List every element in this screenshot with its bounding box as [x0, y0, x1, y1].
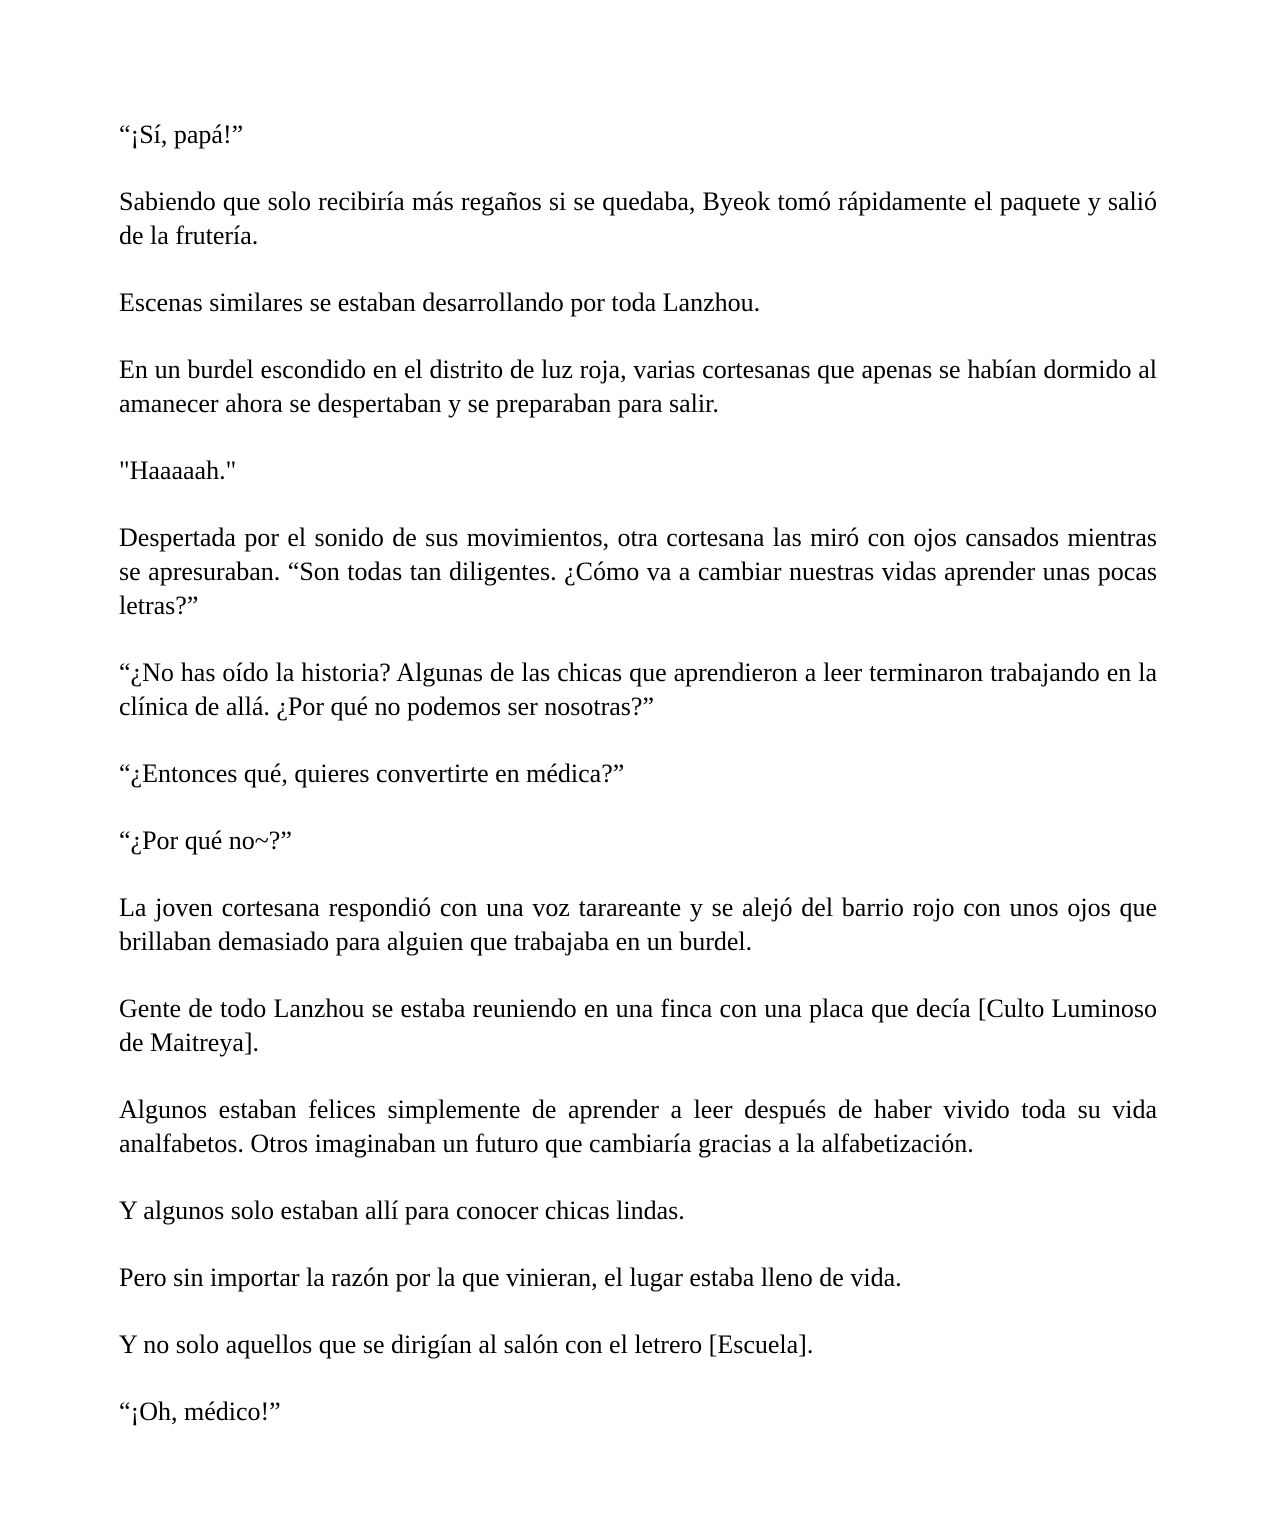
paragraph-7: “¿No has oído la historia? Algunas de las chicas que aprendieron a leer terminaron trabajando en la clínica de allá. ¿Por qué no podemos ser nosotras?”	[119, 658, 1157, 721]
paragraph-4: En un burdel escondido en el distrito de luz roja, varias cortesanas que apenas se habían dormido al amanecer ahora se despertaban y se preparaban para salir.	[119, 355, 1157, 418]
paragraph-12: Algunos estaban felices simplemente de aprender a leer después de haber vivido toda su vida analfabetos. Otros imaginaban un futuro que cambiaría gracias a la alfabetización.	[119, 1095, 1157, 1158]
paragraph-14: Pero sin importar la razón por la que vinieran, el lugar estaba lleno de vida.	[119, 1263, 902, 1292]
paragraph-11: Gente de todo Lanzhou se estaba reuniendo en una finca con una placa que decía [Culto Luminoso de Maitreya].	[119, 994, 1157, 1057]
paragraph-2: Sabiendo que solo recibiría más regaños si se quedaba, Byeok tomó rápidamente el paquete y salió de la frutería.	[119, 187, 1157, 250]
paragraph-16: “¡Oh, médico!”	[119, 1397, 281, 1426]
paragraph-15: Y no solo aquellos que se dirigían al salón con el letrero [Escuela].	[119, 1330, 814, 1359]
paragraph-1: “¡Sí, papá!”	[119, 120, 244, 149]
paragraph-6: Despertada por el sonido de sus movimientos, otra cortesana las miró con ojos cansados mientras se apresuraban. “Son todas tan diligentes. ¿Cómo va a cambiar nuestras vidas aprender unas pocas letras?”	[119, 523, 1157, 620]
paragraph-5: "Haaaaah."	[119, 456, 237, 485]
paragraph-3: Escenas similares se estaban desarrollando por toda Lanzhou.	[119, 288, 761, 317]
document-page	[119, 118, 1157, 1462]
paragraph-10: La joven cortesana respondió con una voz tarareante y se alejó del barrio rojo con unos ojos que brillaban demasiado para alguien que trabajaba en un burdel.	[119, 893, 1157, 956]
paragraph-9: “¿Por qué no~?”	[119, 826, 292, 855]
paragraph-13: Y algunos solo estaban allí para conocer chicas lindas.	[119, 1196, 685, 1225]
paragraph-8: “¿Entonces qué, quieres convertirte en médica?”	[119, 759, 625, 788]
